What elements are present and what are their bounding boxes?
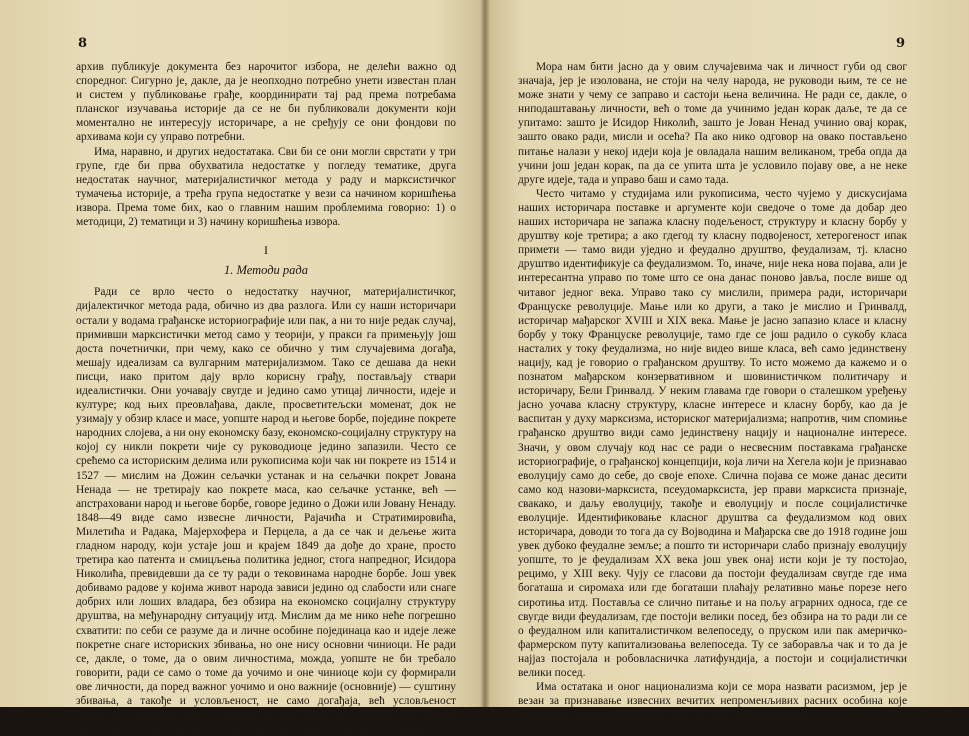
paragraph: Често читамо у студијама или рукописима, често чујемо у дискусијама наших историчара поставке и аргументе који сведоче о томе да добар део наших историчара не запажа класну подељеност, структуру и класну борбу у друштву које третира; а ако гдегод ту класну подвојеност, хетерогеност ипак примети — тамо види уједно и феудално друштво, феудализам, тј. класно друштво идентификује са феудализмом. То, иначе, није нека нова појава, али је интересантна управо по томе што се она данас поново јавља, после више од читавог једног века. Управо тако су мислили, примера ради, историчари Француске револуције. Мање или ко други, а тако је мислио и Гринвалд, историчар мађарског XVIII и XIX века. Мање је јасно запазио класе и класну борбу у току Француске револуције, тамо где се још радило о сукобу класа насталих у току феудализма, но није видео више класа, већ само јединствену нацију, кад је говорио о грађанском друштву. То исто можемо да кажемо и о познатом мађарском конзервативном и шовинистичком политичару и историчару, Бели Гринвалд. У неким главама где говори о сталешком уређењу јасно уочава класну структуру, класне интересе и класну борбу, као да је васпитан у духу марксизма, историског материјализма; напротив, чим спомиње грађанско друштво види само јединствену нацију и националне интересе. Значи, у овом случају код нас се ради о несвесним поставкама грађанске историографије, о грађанској концепцији, која личи на Хегела који је признавао еволуцију само до себе, до своје епохе. Слична појава се може данас десити само код назови-марксиста, псеудомарксиста, јер прави марксиста признаје, свакако, и даљу еволуцију, такође и еволуцију и после социјалистичке еволуције. Идентификовање класног друштва са феудализмом код ових историчара, доводи то тога да су Војводина и Мађарска све до 1918 године још увек дубоко феудалне земље; а пошто ти историчари слабо признају еволуцију уопште, то је феудализам XX века још увек онај исти који је ту постојао, рецимо, у XIII веку. Чују се гласови да постоји феудализам свугде где има богаташа и сиромаха или где богаташи плаћају релативно мање порезе него сиротиња итд. Поставља се слично питање и на пољу аграрних односа, где се свугде види феудализам, где постоји велики посед, без обзира на то ради ли се о феудалном или капиталистичком велепоседу, о пруском или пак америчко-фармерском путу капитализовања велепоседа. Ту се заборавља чак и то да је најјаз постојала и робовласничка латифундија, а постоји и социјалистички велики посед.	[518, 187, 907, 680]
page-number: 8	[78, 36, 88, 51]
page-number: 9	[895, 36, 905, 51]
left-page	[0, 0, 484, 736]
paragraph: Ради се врло често о недостатку научног, материјалистичког, дијалектичког метода рада, обично из два разлога. Или су наши историчари остали у водама грађанске историографије или пак, а ни то није редак случај, примивши марксистички метод само у теорији, у пракси га примењују још доста почетнички, при чему, како се обично у тим случајевима догађа, мешају идеализам са вулгарним материјализмом. Тако се дешава да неки писци, иако притом дају врло корисну грађу, постављају ствари идеалистички. Они уочавају свугде и једино само утицај личности, идеје и културе; код њих преовлађава, дакле, просветитељски моменат, док не узимају у обзир класе и масе, уопште народ и његове борбе, поједине покрете народних слојева, а ни ону економску базу, економско-социјалну структуру на којој су никли покрети чије су руководиоце једино запазили. Често се срећемо са историским делима или рукописима који чак ни покрете из 1514 и 1527 — мислим на Дожин сељачки устанак и на сељачки покрет Јована Ненада — не третирају као покрете маса, као сељачке устанке, већ — апстраховани народ и његове борбе, говоре једино о Дожи или Јовану Ненаду. 1848—49 виде само извесне личности, Рајачића и Стратимировића, Милетића и Радака, Мајерхофера и Перцела, а да се чак и дељење жита гладном народу, који устаје још и крајем 1849 да дође до хране, просто третира као патента и смицљења политика једног, стога напредног, Исидора Николића, превидевши да се ту ради о тековинама народне борбе. Још увек добивамо радове у којима живот народа зависи једино од слабости или снаге добрих или лоших владара, без обзира на економско социјалну структуру друштва, на међународну ситуацију итд. Мислим да ме нико неће погрешно схватити: по себи се разуме да и личне особине појединаца као и идеје леже покретне снаге историских збивања, но оне нису основни чиниоци. Не ради се, дакле, о томе, да о овим личностима, можда, уопште не би требало говорити, ради се само о томе да уочимо и оне чиниоце који су формирали ове личности, да поред важног уочимо и оно важније (основније) — суштину збивања, а такође и условљеност, не само догађаја, већ условљеност личности. Међутим, често се дешава да оне личности у споменутим делима нису ничим условљене. Напротив, оне условљавају и одређују збивања.	[76, 286, 456, 736]
paragraph: Има остатака и оног национализма који се мора назвати расизмом, јер је везан за признавање извесних вечитих непроменљивих расних особина које формирају историска збивања, које утичу на непроменљиви	[518, 681, 907, 722]
right-page-text	[518, 60, 907, 722]
section-title: 1. Методи рада	[223, 263, 308, 278]
paragraph: Мора нам бити јасно да у овим случајевима чак и личност губи од свог значаја, јер је изолована, не стоји на челу народа, не руководи њим, те се не може знати у чему се заправо и састоји њена величина. Не ради се, дакле, о ниподаштавању личности, већ о томе да учинимо један корак даље, те да се упитамо: зашто је Исидор Николић, зашто је Јован Ненад учинио овај корак, зашто овако ради, мисли и осећа? Па ако нико одговор на овако постављено питање налази у некој идеји која је овладала нашим великаном, треба опда да учини још један корак, па да се упита шта је условило појаву ове, а не неке друге идеје, тада и управо баш и само тада.	[518, 61, 907, 186]
left-page-text	[76, 60, 456, 736]
paragraph: Има, наравно, и других недостатака. Сви би се они могли сврстати у три групе, где би прва обухватила недостатке у погледу тематике, друга недостатак научног, материјалистичког метода у раду и марксистичког тумачења историје, а трећа група недостатке у вези са начином коришћења извора. Према томе бих, као о главним нашим проблемима говорио: 1) о методици, 2) тематици и 3) начину коришћења извора.	[76, 145, 456, 229]
right-page	[484, 0, 969, 722]
paragraph: архив публикује документа без нарочитог избора, не делећи важно од споредног. Сигурно је, дакле, да је неопходно потребно унети известан план и систем у публиковање грађе, координирати тај рад према потребама планског изучавања историје да се не би публиковали документи који моментално не интересују историчаре, а не сређују се они фондови по архивама који су управо потребни.	[76, 61, 456, 144]
section-number: I	[264, 243, 268, 258]
